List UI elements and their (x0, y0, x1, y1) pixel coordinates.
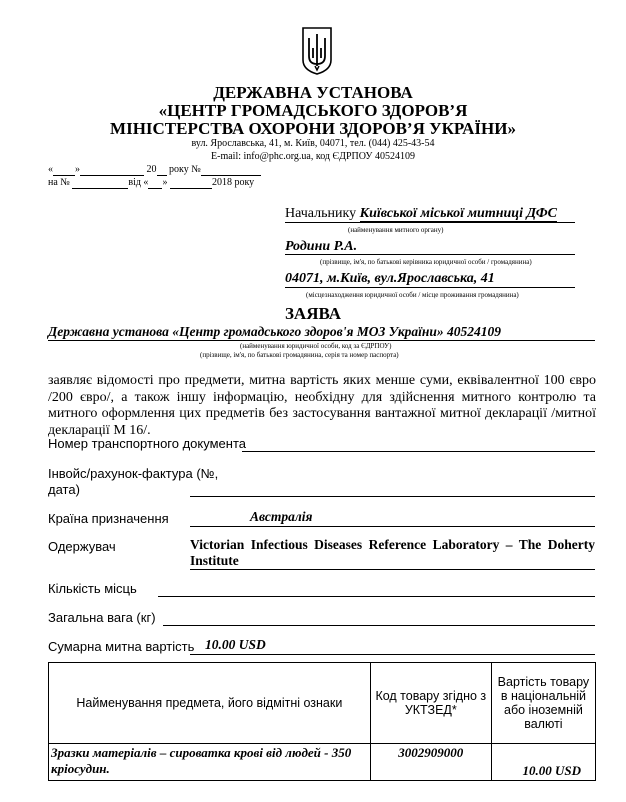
reg-ref-label: на № (48, 177, 70, 188)
institution-email: E-mail: info@phc.org.ua, код ЄДРПОУ 40524109 (211, 151, 415, 162)
reg-line-2 (48, 177, 308, 189)
row-value: 10.00 USD (491, 744, 595, 781)
applicant-caption-2: (прізвище, ім'я, по батькові громадянина, серія та номер паспорта) (200, 351, 399, 359)
addressee-location: 04071, м.Київ, вул.Ярославська, 41 (285, 271, 495, 286)
applicant-caption-1: (найменування юридичної особи, код за ЄДРПОУ) (240, 342, 392, 350)
institution-name-line2: «ЦЕНТР ГРОМАДСЬКОГО ЗДОРОВ’Я (158, 101, 468, 120)
total-value-label: Сумарна митна вартість (48, 639, 195, 654)
invoice-label: Інвойс/рахунок-фактура (№, дата) (48, 466, 219, 497)
reg-quote-close-2: » (162, 177, 168, 188)
addressee-to-line (285, 222, 575, 223)
weight-line[interactable] (163, 625, 595, 626)
applicant-line (48, 340, 595, 341)
places-label: Кількість місць (48, 581, 137, 596)
addressee-person-line (285, 254, 575, 255)
reg-year-prefix: 20 (146, 164, 157, 175)
addressee-location-line (285, 287, 575, 288)
applicant-name: Державна установа «Центр громадського здоров'я МОЗ України» 40524109 (48, 324, 502, 339)
recipient-label: Одержувач (48, 539, 116, 554)
row-code: 3002909000 (370, 744, 491, 781)
recipient-value: Victorian Infectious Diseases Reference Laboratory – The Doherty Institute (190, 537, 595, 568)
institution-address: вул. Ярославська, 41, м. Київ, 04071, тел. (044) 425-43-54 (191, 138, 435, 149)
recipient-line[interactable] (190, 569, 595, 570)
reg-from-label: від « (128, 177, 149, 188)
addressee-to (285, 206, 557, 222)
transport-doc-label: Номер транспортного документа (48, 436, 246, 451)
reg-line-1 (48, 164, 308, 176)
total-value-value: 10.00 USD (205, 637, 266, 652)
emblem (300, 26, 334, 76)
header-item-name: Найменування предмета, його відмітні ознаки (49, 663, 371, 744)
declaration-text: заявляє відомості про предмети, митна вартість яких менше суми, еквівалентної 100 євро /200 євро/, а також іншу інформацію, необхідну для здійснення митного контролю та митного оформлення цих предметів без застосування вантажної митної декларації /митної декларації М 16/. (48, 373, 596, 438)
reg-quote-open: « (48, 164, 53, 175)
items-table (48, 662, 596, 781)
country-value: Австралія (250, 509, 313, 524)
country-line[interactable] (190, 526, 595, 527)
items-table-header (49, 663, 596, 744)
addressee-to-label: Начальнику (285, 206, 357, 221)
addressee-person-caption: (прізвище, ім'я, по батькові керівника юридичної особи / громадянина) (320, 258, 532, 266)
reg-year-2018: 2018 року (211, 177, 255, 188)
document-title: ЗАЯВА (284, 304, 342, 323)
addressee-person: Родини Р.А. (285, 239, 358, 254)
country-label: Країна призначення (48, 511, 169, 526)
header-value: Вартість товару в національній або іноземній валюті (491, 663, 595, 744)
addressee-to-caption: (найменування митного органу) (348, 226, 444, 234)
trident-emblem-icon (300, 26, 334, 76)
total-value-line[interactable] (190, 654, 595, 655)
addressee-location-caption: (місцезнаходження юридичної особи / місце проживання громадянина) (306, 291, 519, 299)
transport-doc-line[interactable] (242, 451, 595, 452)
institution-name-line3: МІНІСТЕРСТВА ОХОРОНИ ЗДОРОВ’Я УКРАЇНИ» (110, 119, 516, 138)
institution-name-line1: ДЕРЖАВНА УСТАНОВА (213, 83, 413, 102)
places-line[interactable] (158, 596, 595, 597)
table-row (49, 744, 596, 781)
addressee-to-value: Київської міської митниці ДФС (359, 206, 557, 221)
reg-quote-close: » (75, 164, 80, 175)
reg-number-label: року № (169, 164, 201, 175)
header-code: Код товару згідно з УКТЗЕД* (370, 663, 491, 744)
invoice-line[interactable] (190, 496, 595, 497)
weight-label: Загальна вага (кг) (48, 610, 156, 625)
row-item-name: Зразки матеріалів – сироватка крові від людей - 350 кріосудин. (49, 744, 371, 781)
